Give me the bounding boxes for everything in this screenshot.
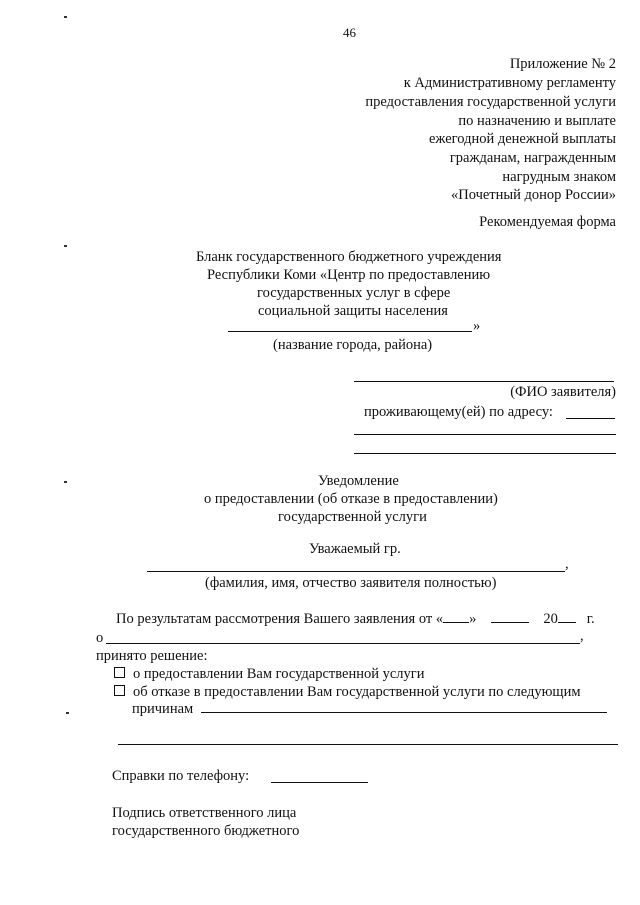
page-number: 46 [343, 25, 356, 40]
appendix-line: гражданам, награжденным [449, 150, 616, 166]
scan-speck [64, 16, 67, 18]
day-blank[interactable] [443, 610, 469, 623]
fio-caption: (ФИО заявителя) [510, 384, 616, 400]
address-line-2[interactable] [354, 434, 616, 435]
institution-line: государственных услуг в сфере [257, 285, 451, 301]
institution-line: социальной защиты населения [258, 303, 448, 319]
address-line[interactable] [566, 418, 615, 419]
checkbox-refuse[interactable] [114, 685, 125, 696]
city-line[interactable] [228, 331, 472, 332]
institution-line: Республики Коми «Центр по предоставлению [207, 267, 491, 283]
notice-subtitle: о предоставлении (об отказе в предоставлении) [204, 491, 498, 507]
name-caption: (фамилия, имя, отчество заявителя полностью) [205, 575, 497, 591]
o-letter: о [96, 630, 104, 646]
paragraph-start: По результатам рассмотрения Вашего заявления от « [116, 611, 444, 627]
appendix-line: ежегодной денежной выплаты [428, 131, 616, 147]
phone-label: Справки по телефону: [112, 768, 250, 784]
address-line-3[interactable] [354, 453, 616, 454]
scan-speck [64, 245, 67, 247]
subject-line[interactable] [106, 643, 580, 644]
institution-line: Бланк государственного бюджетного учреждения [196, 249, 502, 265]
notice-subtitle: государственной услуги [278, 509, 427, 525]
appendix-line: Приложение № 2 [509, 56, 616, 72]
name-comma: , [565, 556, 569, 572]
subject-comma: , [580, 628, 584, 644]
scan-speck [64, 481, 67, 483]
name-line[interactable] [147, 571, 565, 572]
appendix-line: нагрудным знаком [502, 169, 616, 185]
paragraph-result [116, 610, 595, 628]
appendix-line: предоставления государственной услуги [365, 94, 616, 110]
appendix-line: «Почетный донор России» [450, 187, 616, 203]
option-grant-label: о предоставлении Вам государственной услуги [133, 666, 425, 682]
form-note: Рекомендуемая форма [479, 214, 616, 230]
option-refuse[interactable] [114, 684, 581, 701]
option-grant[interactable] [114, 666, 425, 683]
reasons-line-2[interactable] [118, 744, 618, 745]
greeting: Уважаемый гр. [309, 541, 401, 557]
signature-line: государственного бюджетного [112, 823, 300, 839]
year-blank[interactable] [558, 610, 576, 623]
year-prefix: 20 [543, 611, 558, 627]
appendix-line: к Административному регламенту [403, 75, 616, 91]
notice-title: Уведомление [318, 473, 399, 489]
decision-label: принято решение: [96, 648, 208, 664]
month-blank[interactable] [491, 610, 529, 623]
checkbox-grant[interactable] [114, 667, 125, 678]
signature-line: Подпись ответственного лица [112, 805, 297, 821]
reasons-label: причинам [132, 701, 194, 717]
year-suffix: г. [586, 611, 595, 627]
city-caption: (название города, района) [273, 337, 433, 353]
fio-line[interactable] [354, 381, 614, 382]
scan-speck [66, 712, 69, 714]
reasons-line[interactable] [201, 712, 607, 713]
option-refuse-label: об отказе в предоставлении Вам государственной услуги по следующим [133, 684, 581, 700]
appendix-line: по назначению и выплате [458, 113, 616, 129]
phone-line[interactable] [271, 782, 368, 783]
address-label: проживающему(ей) по адресу: [364, 404, 553, 420]
quote-close: » [469, 611, 477, 627]
closing-quote: » [473, 318, 481, 334]
